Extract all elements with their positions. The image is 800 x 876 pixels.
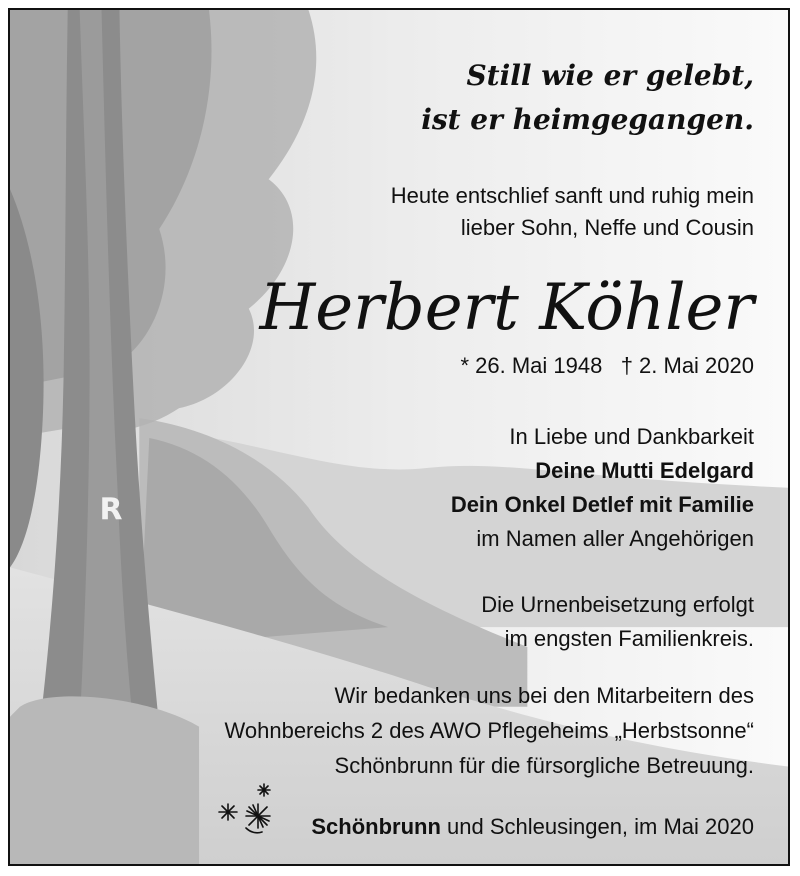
motto (421, 54, 754, 142)
thanks-line: Schönbrunn für die fürsorgliche Betreuung. (334, 753, 754, 778)
thanks-line: Wohnbereichs 2 des AWO Pflegeheims „Herbstsonne“ (224, 718, 754, 743)
mourners-outro: im Namen aller Angehörigen (476, 526, 754, 551)
place-date-rest: und Schleusingen, im Mai 2020 (440, 814, 754, 839)
intro-line: Heute entschlief sanft und ruhig mein (390, 183, 754, 208)
thanks-line: Wir bedanken uns bei den Mitarbeitern des (334, 683, 754, 708)
funeral-line: im engsten Familienkreis. (504, 626, 754, 651)
motto-line: ist er heimgegangen. (421, 103, 754, 136)
mourners-block (451, 420, 754, 556)
mourners-intro: In Liebe und Dankbarkeit (509, 424, 754, 449)
flower-ornament-icon (206, 780, 286, 840)
life-dates (460, 350, 754, 382)
obituary-notice (8, 8, 790, 866)
deceased-name: Herbert Köhler (259, 271, 754, 345)
tree-mark-letter: R (99, 492, 123, 528)
place-name: Schönbrunn (311, 814, 441, 839)
mourner-name: Dein Onkel Detlef mit Familie (450, 492, 754, 517)
mourner-name: Deine Mutti Edelgard (535, 458, 754, 483)
place-date-line (311, 810, 754, 844)
funeral-info (481, 588, 754, 656)
motto-line: Still wie er gelebt, (466, 59, 754, 92)
intro-line: lieber Sohn, Neffe und Cousin (460, 215, 754, 240)
thanks-text (225, 678, 754, 783)
birth-date: * 26. Mai 1948 (460, 353, 603, 378)
funeral-line: Die Urnenbeisetzung erfolgt (481, 592, 754, 617)
intro-text (391, 180, 754, 244)
death-date: † 2. Mai 2020 (620, 353, 754, 378)
